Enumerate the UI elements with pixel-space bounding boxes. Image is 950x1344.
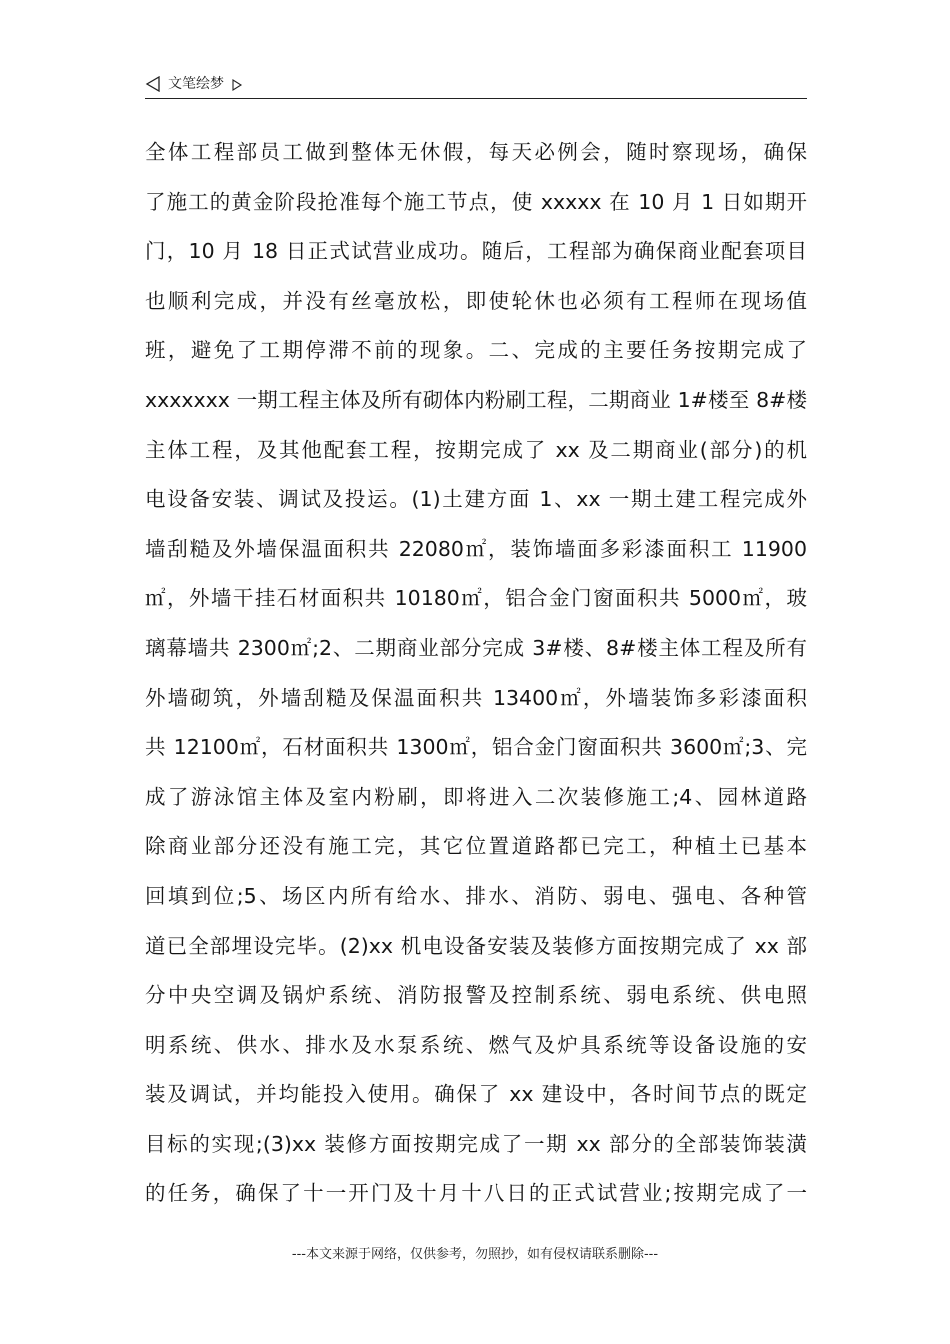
body-line: 电设备安装、调试及投运。(1)土建方面 1、xx 一期土建工程完成外: [145, 487, 807, 512]
body-line: 璃幕墙共 2300㎡;2、二期商业部分完成 3#楼、8#楼主体工程及所有: [145, 635, 807, 660]
page-footer: ---本文来源于网络，仅供参考，勿照抄，如有侵权请联系删除---: [291, 1247, 659, 1262]
body-line: 的任务，确保了十一开门及十月十八日的正式试营业;按期完成了一: [145, 1181, 807, 1206]
body-line: 班，避免了工期停滞不前的现象。二、完成的主要任务按期完成了: [145, 338, 807, 363]
body-line: 了施工的黄金阶段抢准每个施工节点，使 xxxxx 在 10 月 1 日如期开: [145, 189, 807, 214]
triangle-left-outline-icon: [145, 76, 161, 92]
page-header: [145, 74, 807, 99]
body-line: 门，10 月 18 日正式试营业成功。随后，工程部为确保商业配套项目: [145, 239, 807, 264]
body-line: 回填到位;5、场区内所有给水、排水、消防、弱电、强电、各种管: [145, 883, 807, 908]
body-line: 成了游泳馆主体及室内粉刷，即将进入二次装修施工;4、园林道路: [145, 784, 807, 809]
triangle-right-outline-icon: [231, 76, 243, 88]
body-line: 全体工程部员工做到整体无休假，每天必例会，随时察现场，确保: [145, 140, 807, 164]
body-line: xxxxxxx 一期工程主体及所有砌体内粉刷工程，二期商业 1#楼至 8#楼: [145, 387, 807, 412]
body-line: 装及调试，并均能投入使用。确保了 xx 建设中，各时间节点的既定: [145, 1082, 807, 1107]
body-line: 明系统、供水、排水及水泵系统、燃气及炉具系统等设备设施的安: [145, 1032, 807, 1057]
body-line: 除商业部分还没有施工完，其它位置道路都已完工，种植土已基本: [145, 834, 807, 859]
body-line: 道已全部埋设完毕。(2)xx 机电设备安装及装修方面按期完成了 xx 部: [145, 933, 807, 958]
body-line: 主体工程，及其他配套工程，按期完成了 xx 及二期商业(部分)的机: [145, 437, 807, 462]
body-line: ㎡，外墙干挂石材面积共 10180㎡，铝合金门窗面积共 5000㎡，玻: [145, 586, 807, 611]
body-line: 也顺利完成，并没有丝毫放松，即使轮休也必须有工程师在现场值: [145, 288, 807, 313]
header-title: 文笔绘梦: [168, 76, 224, 92]
body-line: 分中央空调及锅炉系统、消防报警及控制系统、弱电系统、供电照: [145, 983, 807, 1008]
document-body: [145, 132, 807, 1223]
body-line: 外墙砌筑，外墙刮糙及保温面积共 13400㎡，外墙装饰多彩漆面积: [145, 685, 807, 710]
body-line: 墙刮糙及外墙保温面积共 22080㎡，装饰墙面多彩漆面积工 11900: [145, 536, 807, 561]
body-line: 目标的实现;(3)xx 装修方面按期完成了一期 xx 部分的全部装饰装潢: [145, 1131, 807, 1156]
body-line: 共 12100㎡，石材面积共 1300㎡，铝合金门窗面积共 3600㎡;3、完: [145, 735, 807, 760]
